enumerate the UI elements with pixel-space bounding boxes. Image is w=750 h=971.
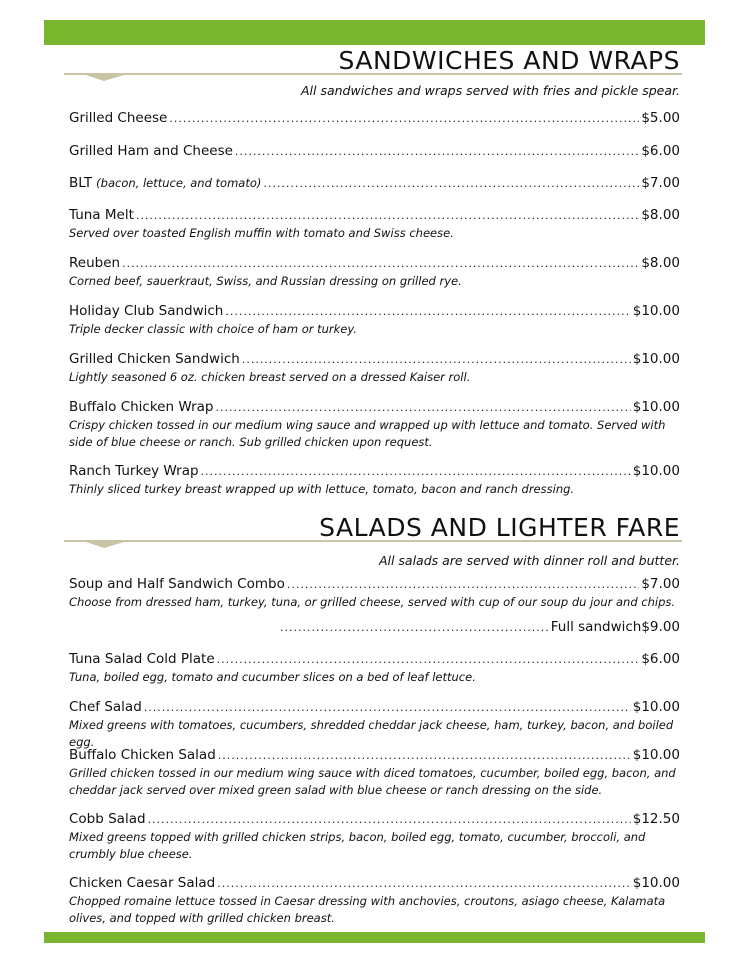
item-qualifier: (bacon, lettuce, and tomato) xyxy=(96,176,262,190)
item-name: Soup and Half Sandwich Combo xyxy=(69,576,285,592)
item-price: $6.00 xyxy=(641,143,680,159)
item-price: $7.00 xyxy=(641,576,680,592)
item-name: Cobb Salad xyxy=(69,811,146,827)
item-name: Holiday Club Sandwich xyxy=(69,303,224,319)
bottom-green-bar xyxy=(44,932,705,943)
item-name: Chef Salad xyxy=(69,699,142,715)
item-price: $5.00 xyxy=(641,110,680,126)
menu-item xyxy=(69,303,680,338)
menu-item xyxy=(69,747,680,798)
item-price: $10.00 xyxy=(632,747,680,763)
menu-item xyxy=(69,875,680,926)
item-name: Grilled Cheese xyxy=(69,110,168,126)
full-sandwich-label: Full sandwich xyxy=(550,619,642,635)
menu-item xyxy=(69,399,680,450)
item-price: $10.00 xyxy=(632,351,680,367)
item-price: $12.50 xyxy=(632,811,680,827)
item-description: Chopped romaine lettuce tossed in Caesar dressing with anchovies, croutons, asiago cheese, Kalamata olives, and topped with grilled chicken breast. xyxy=(69,894,666,925)
item-description: Served over toasted English muffin with tomato and Swiss cheese. xyxy=(69,226,454,240)
item-name: Chicken Caesar Salad xyxy=(69,875,216,891)
full-sandwich-option xyxy=(280,619,680,635)
item-description: Choose from dressed ham, turkey, tuna, or grilled cheese, served with cup of our soup du jour and chips. xyxy=(69,595,676,609)
item-price: $10.00 xyxy=(632,399,680,415)
section-divider xyxy=(64,537,682,551)
menu-item xyxy=(69,175,680,191)
item-description: Triple decker classic with choice of ham or turkey. xyxy=(69,322,357,336)
menu-item xyxy=(69,143,680,159)
item-price: $10.00 xyxy=(632,303,680,319)
section-title-sandwiches: SANDWICHES AND WRAPS xyxy=(338,46,680,75)
item-price: $8.00 xyxy=(641,207,680,223)
menu-item xyxy=(69,699,680,750)
section-note-salads: All salads are served with dinner roll and butter. xyxy=(378,553,680,568)
section-divider xyxy=(64,70,682,84)
menu-item xyxy=(69,255,680,290)
item-price: $7.00 xyxy=(641,175,680,191)
item-price: $10.00 xyxy=(632,875,680,891)
item-description: Mixed greens topped with grilled chicken strips, bacon, boiled egg, tomato, cucumber, broccoli, and crumbly blue cheese. xyxy=(69,830,646,861)
item-description: Tuna, boiled egg, tomato and cucumber slices on a bed of leaf lettuce. xyxy=(69,670,476,684)
item-name: Buffalo Chicken Wrap xyxy=(69,399,214,415)
menu-item xyxy=(69,463,680,498)
item-name: Reuben xyxy=(69,255,121,271)
item-name: Ranch Turkey Wrap xyxy=(69,463,199,479)
item-price: $10.00 xyxy=(632,463,680,479)
menu-item xyxy=(69,207,680,242)
menu-item xyxy=(69,110,680,126)
section-title-salads: SALADS AND LIGHTER FARE xyxy=(319,513,680,542)
item-name: Tuna Salad Cold Plate xyxy=(69,651,215,667)
menu-item xyxy=(69,811,680,862)
item-description: Mixed greens with tomatoes, cucumbers, shredded cheddar jack cheese, ham, turkey, bacon, and boiled egg. xyxy=(69,718,674,749)
item-name: BLT xyxy=(69,175,93,191)
item-name: Grilled Ham and Cheese xyxy=(69,143,233,159)
item-name: Buffalo Chicken Salad xyxy=(69,747,216,763)
item-price: $6.00 xyxy=(641,651,680,667)
top-green-bar xyxy=(44,20,705,45)
item-description: Lightly seasoned 6 oz. chicken breast served on a dressed Kaiser roll. xyxy=(69,370,471,384)
item-name: Tuna Melt xyxy=(69,207,134,223)
item-description: Grilled chicken tossed in our medium wing sauce with diced tomatoes, cucumber, boiled egg, bacon, and cheddar jack served over mixed green salad with blue cheese or ranch dressing on the side. xyxy=(69,766,676,797)
menu-item xyxy=(69,576,680,611)
section-note-sandwiches: All sandwiches and wraps served with fries and pickle spear. xyxy=(300,83,680,98)
full-sandwich-price: $9.00 xyxy=(641,619,680,635)
item-price: $10.00 xyxy=(632,699,680,715)
item-description: Corned beef, sauerkraut, Swiss, and Russian dressing on grilled rye. xyxy=(69,274,462,288)
menu-item xyxy=(69,351,680,386)
item-description: Crispy chicken tossed in our medium wing sauce and wrapped up with lettuce and tomato. Served with side of blue cheese or ranch. Sub grilled chicken upon request. xyxy=(69,418,666,449)
item-name: Grilled Chicken Sandwich xyxy=(69,351,240,367)
menu-item xyxy=(69,651,680,686)
item-description: Thinly sliced turkey breast wrapped up with lettuce, tomato, bacon and ranch dressing. xyxy=(69,482,575,496)
item-price: $8.00 xyxy=(641,255,680,271)
